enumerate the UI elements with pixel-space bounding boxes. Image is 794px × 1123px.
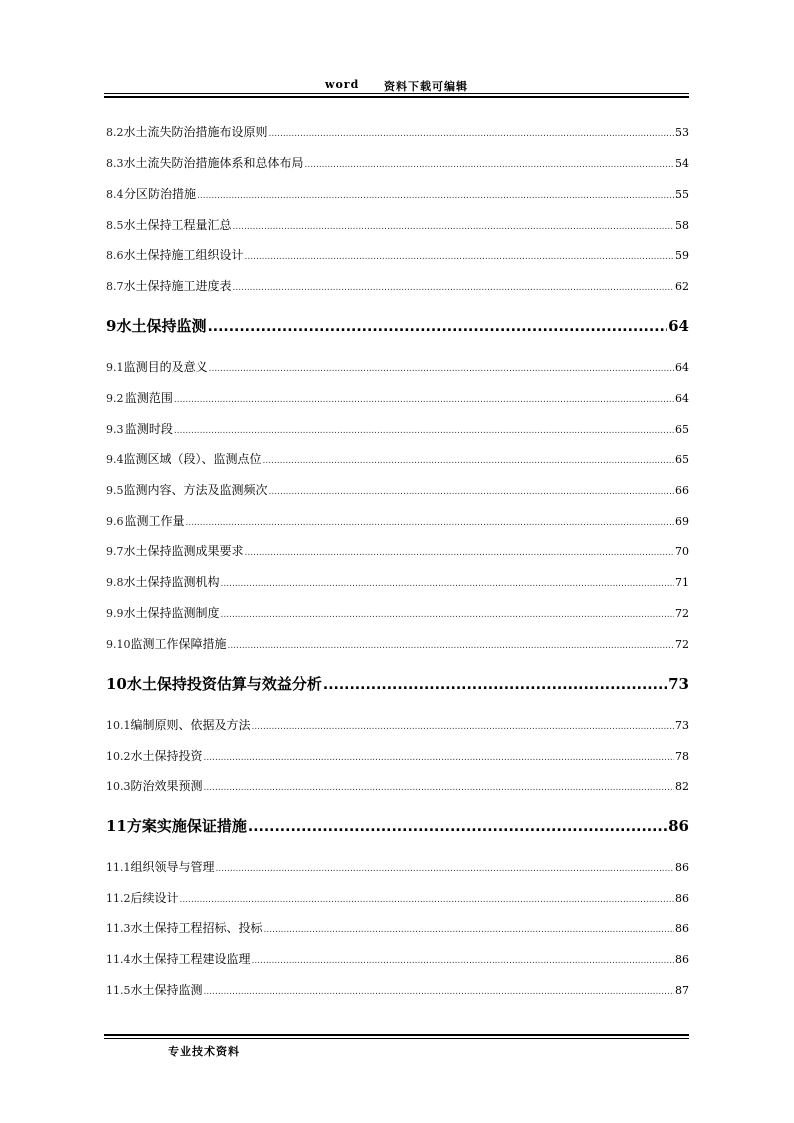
toc-section-entry[interactable] [106,950,689,967]
toc-dot-leader [185,514,674,528]
header-word: word [325,78,360,91]
toc-entry-title: 监测内容、方法及监测频次 [123,483,268,497]
toc-entry-number: 9.1 [106,361,124,374]
toc-dot-leader [204,749,674,763]
toc-entry-title: 监测范围 [124,391,173,405]
toc-entry-title: 组织领导与管理 [130,860,215,874]
toc-entry-title: 水土保持工程招标、投标 [130,921,263,935]
toc-entry-title: 水土保持监测 [116,317,207,335]
toc-dot-leader [264,921,674,935]
toc-entry-number: 8.4 [106,188,124,201]
toc-page-number: 86 [675,953,689,966]
toc-entry-title: 水土保持工程建设监理 [130,952,251,966]
toc-entry-title: 水土保持投资 [130,749,203,763]
toc-entry-title: 分区防治措施 [124,187,197,201]
toc-entry-title: 监测工作保障措施 [130,637,227,651]
toc-page-number: 82 [675,780,689,793]
toc-entry-number: 11.5 [106,984,131,997]
toc-entry-number: 9.9 [106,607,124,620]
toc-dot-leader [174,391,674,405]
toc-dot-leader [245,544,674,558]
toc-entry-number: 9.2 [106,392,124,405]
toc-entry-title: 水土保持施工进度表 [123,279,232,293]
toc-page-number: 69 [675,515,689,528]
toc-chapter-entry[interactable] [106,673,689,694]
toc-section-entry[interactable] [106,123,689,140]
toc-entry-title: 监测时段 [124,422,173,436]
toc-section-entry[interactable] [106,277,689,294]
toc-entry-title: 水土保持监测制度 [123,606,220,620]
toc-dot-leader [269,125,674,139]
toc-page-number: 54 [675,157,689,170]
toc-entry-title: 防治效果预测 [130,779,203,793]
header-title: 资料下载可编辑 [384,80,468,93]
toc-entry-number: 11.4 [106,953,131,966]
toc-dot-leader [197,187,674,201]
toc-section-entry[interactable] [106,389,689,406]
toc-section-entry[interactable] [106,542,689,559]
toc-entry-number: 10 [106,675,127,693]
toc-page-number: 86 [675,892,689,905]
toc-entry-number: 8.7 [106,280,124,293]
toc-page-number: 64 [675,361,689,374]
toc-dot-leader [228,637,674,651]
toc-dot-leader [233,279,674,293]
toc-page-number: 73 [668,675,689,693]
toc-entry-title: 编制原则、依据及方法 [130,718,251,732]
toc-dot-leader [180,891,674,905]
toc-section-entry[interactable] [106,216,689,233]
toc-dot-leader [269,483,674,497]
toc-entry-number: 9.10 [106,638,131,651]
toc-dot-leader [207,317,667,335]
toc-page-number: 73 [675,719,689,732]
toc-entry-number: 8.2 [106,126,124,139]
toc-page-number: 71 [675,576,689,589]
toc-section-entry[interactable] [106,420,689,437]
toc-page-number: 87 [675,984,689,997]
toc-section-entry[interactable] [106,185,689,202]
toc-page-number: 53 [675,126,689,139]
footer-rule-thin [104,1038,689,1039]
footer-rule-thick [104,1034,689,1036]
toc-entry-number: 10.2 [106,750,131,763]
toc-entry-title: 水土流失防治措施布设原则 [123,125,268,139]
toc-entry-number: 9.3 [106,423,124,436]
toc-section-entry[interactable] [106,889,689,906]
toc-entry-title: 水土流失防治措施体系和总体布局 [123,156,304,170]
toc-entry-title: 方案实施保证措施 [126,817,247,835]
toc-entry-number: 11 [106,817,127,835]
toc-section-entry[interactable] [106,747,689,764]
toc-section-entry[interactable] [106,481,689,498]
toc-entry-number: 11.1 [106,861,131,874]
toc-page-number: 86 [675,922,689,935]
toc-section-entry[interactable] [106,858,689,875]
toc-page-number: 65 [675,423,689,436]
toc-entry-number: 9.8 [106,576,124,589]
toc-entry-number: 10.1 [106,719,131,732]
toc-entry-number: 8.6 [106,249,124,262]
toc-dot-leader [233,218,674,232]
toc-dot-leader [209,360,674,374]
toc-dot-leader [221,575,674,589]
toc-entry-number: 10.3 [106,780,131,793]
toc-dot-leader [248,817,667,835]
toc-entry-title: 水土保持监测机构 [123,575,220,589]
header-rule-thick [104,96,689,98]
toc-dot-leader [216,860,674,874]
toc-entry-number: 9.5 [106,484,124,497]
toc-dot-leader [323,675,667,693]
toc-entry-title: 水土保持监测 [130,983,203,997]
toc-page-number: 58 [675,219,689,232]
toc-entry-number: 11.2 [106,892,131,905]
toc-entry-number: 9 [106,317,117,335]
toc-dot-leader [245,248,674,262]
toc-entry-number: 9.6 [106,515,124,528]
toc-page-number: 65 [675,453,689,466]
toc-entry-number: 11.3 [106,922,131,935]
toc-entry-number: 8.3 [106,157,124,170]
toc-section-entry[interactable] [106,450,689,467]
toc-entry-title: 水土保持工程量汇总 [123,218,232,232]
toc-chapter-entry[interactable] [106,815,689,836]
toc-section-entry[interactable] [106,573,689,590]
toc-dot-leader [204,779,674,793]
toc-entry-title: 水土保持施工组织设计 [123,248,244,262]
toc-page-number: 62 [675,280,689,293]
toc-entry-number: 8.5 [106,219,124,232]
toc-section-entry[interactable] [106,777,689,794]
toc-dot-leader [204,983,674,997]
toc-section-entry[interactable] [106,635,689,652]
toc-section-entry[interactable] [106,154,689,171]
toc-page-number: 86 [675,861,689,874]
toc-page-number: 78 [675,750,689,763]
toc-dot-leader [252,952,674,966]
toc-page-number: 72 [675,638,689,651]
toc-entry-title: 监测工作量 [124,514,185,528]
toc-entry-title: 水土保持投资估算与效益分析 [126,675,322,693]
toc-page-number: 55 [675,188,689,201]
header-rule-thin [104,93,689,94]
toc-section-entry[interactable] [106,981,689,998]
toc-entry-number: 9.4 [106,453,124,466]
toc-section-entry[interactable] [106,604,689,621]
toc-page-number: 64 [675,392,689,405]
toc-chapter-entry[interactable] [106,315,689,336]
toc-section-entry[interactable] [106,716,689,733]
toc-page-number: 59 [675,249,689,262]
toc-page-number: 66 [675,484,689,497]
toc-section-entry[interactable] [106,246,689,263]
toc-dot-leader [221,606,674,620]
toc-page-number: 86 [668,817,689,835]
toc-section-entry[interactable] [106,919,689,936]
toc-section-entry[interactable] [106,512,689,529]
toc-page-number: 64 [668,317,689,335]
toc-page-number: 72 [675,607,689,620]
toc-entry-number: 9.7 [106,545,124,558]
toc-dot-leader [252,718,674,732]
page-header [104,74,688,94]
toc-entry-title: 水土保持监测成果要求 [123,544,244,558]
toc-entry-title: 监测目的及意义 [123,360,208,374]
toc-page-number: 70 [675,545,689,558]
toc-dot-leader [305,156,674,170]
toc-entry-title: 后续设计 [130,891,179,905]
toc-dot-leader [263,452,674,466]
toc-dot-leader [174,422,674,436]
toc-section-entry[interactable] [106,358,689,375]
footer-text: 专业技术资料 [168,1045,240,1058]
toc-entry-title: 监测区域（段）、监测点位 [123,452,262,466]
